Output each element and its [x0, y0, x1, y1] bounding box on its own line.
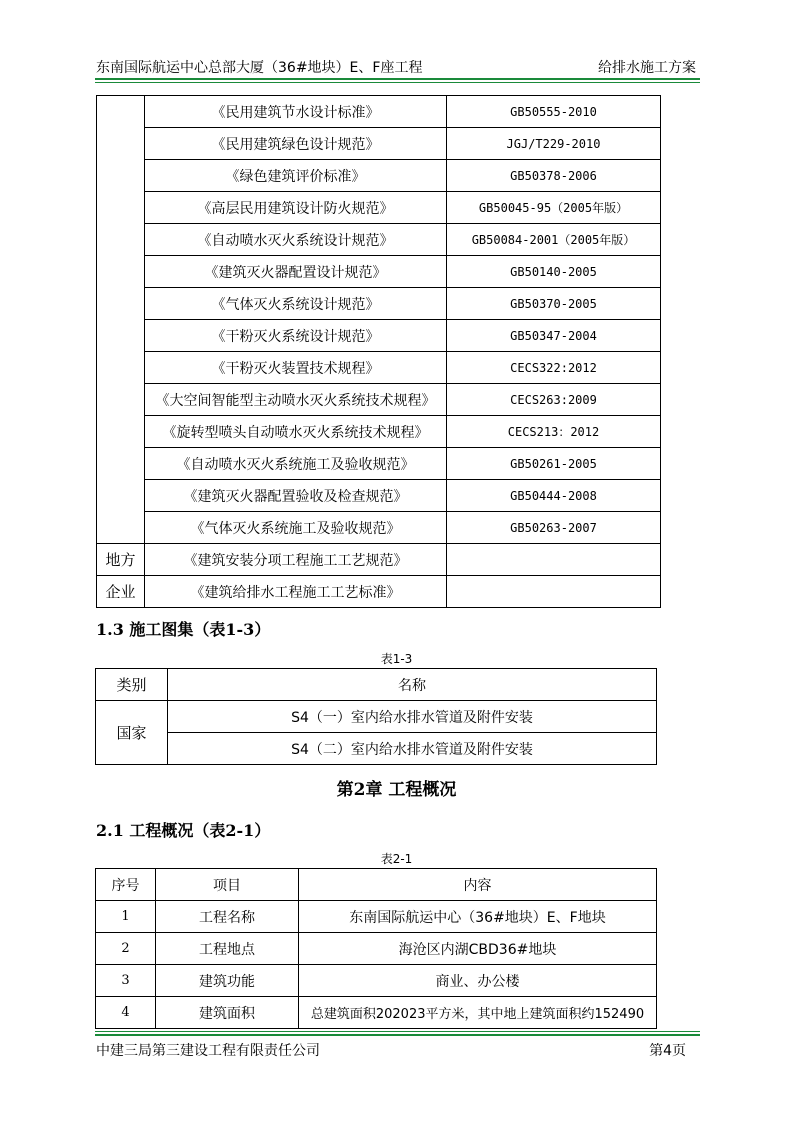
row-number: 2: [96, 933, 156, 965]
standard-name: 《高层民用建筑设计防火规范》: [145, 192, 447, 224]
standards-table: [96, 95, 661, 608]
table-row: [97, 224, 661, 256]
table-row: [97, 160, 661, 192]
category-cell: [97, 96, 145, 544]
row-number: 1: [96, 901, 156, 933]
table-row: [97, 448, 661, 480]
table-row: [96, 965, 657, 997]
table-row: [97, 320, 661, 352]
table-row: [96, 997, 657, 1029]
header-content: 内容: [299, 869, 657, 901]
standard-name: 《建筑灭火器配置验收及检查规范》: [145, 480, 447, 512]
row-content: 商业、办公楼: [299, 965, 657, 997]
header-document-title: 给排水施工方案: [598, 60, 696, 76]
standard-name: 《民用建筑绿色设计规范》: [145, 128, 447, 160]
table-row: [97, 256, 661, 288]
drawing-name: S4（一）室内给水排水管道及附件安装: [168, 701, 657, 733]
header-rule-thick: [95, 78, 700, 80]
table-header-row: [96, 669, 657, 701]
standard-code: CECS213：2012: [447, 416, 661, 448]
header-category: 类别: [96, 669, 168, 701]
standard-code: GB50140-2005: [447, 256, 661, 288]
standard-code: JGJ/T229-2010: [447, 128, 661, 160]
standard-name: 《自动喷水灭火系统设计规范》: [145, 224, 447, 256]
standard-name: 《自动喷水灭火系统施工及验收规范》: [145, 448, 447, 480]
header-item: 项目: [156, 869, 299, 901]
table-row: [97, 480, 661, 512]
category-cell: 国家: [96, 701, 168, 765]
header-no: 序号: [96, 869, 156, 901]
drawing-name: S4（二）室内给水排水管道及附件安装: [168, 733, 657, 765]
drawings-table: [95, 668, 657, 765]
standard-code: GB50370-2005: [447, 288, 661, 320]
standard-name: 《建筑灭火器配置设计规范》: [145, 256, 447, 288]
table-row: [97, 512, 661, 544]
row-item: 工程名称: [156, 901, 299, 933]
table-row: [97, 416, 661, 448]
standard-code: GB50555-2010: [447, 96, 661, 128]
section-heading-1-3: 1.3 施工图集（表1-3）: [96, 620, 271, 639]
chapter-title: 第2章 工程概况: [336, 780, 457, 800]
header-name: 名称: [168, 669, 657, 701]
project-overview-table: [95, 868, 657, 1029]
table-row: [97, 192, 661, 224]
table-caption-1-3: 表1-3: [380, 652, 413, 666]
standard-name: 《绿色建筑评价标准》: [145, 160, 447, 192]
standard-code: GB50084-2001（2005年版）: [447, 224, 661, 256]
table-row: [97, 128, 661, 160]
row-content: 东南国际航运中心（36#地块）E、F地块: [299, 901, 657, 933]
header-rule-thin: [95, 82, 700, 83]
standard-name: 《旋转型喷头自动喷水灭火系统技术规程》: [145, 416, 447, 448]
row-item: 建筑功能: [156, 965, 299, 997]
standard-name: 《干粉灭火系统设计规范》: [145, 320, 447, 352]
footer-rule-thick: [95, 1034, 700, 1036]
standard-code: [447, 544, 661, 576]
standard-code: GB50444-2008: [447, 480, 661, 512]
table-row: [97, 576, 661, 608]
standard-name: 《建筑给排水工程施工工艺标准》: [145, 576, 447, 608]
standard-name: 《建筑安装分项工程施工工艺规范》: [145, 544, 447, 576]
standard-code: GB50045-95（2005年版）: [447, 192, 661, 224]
table-row: [97, 352, 661, 384]
table-row: [96, 901, 657, 933]
standard-code: [447, 576, 661, 608]
row-item: 工程地点: [156, 933, 299, 965]
standard-code: CECS263:2009: [447, 384, 661, 416]
table-caption-2-1: 表2-1: [380, 852, 413, 866]
row-number: 4: [96, 997, 156, 1029]
standard-name: 《民用建筑节水设计标准》: [145, 96, 447, 128]
table-row: [96, 733, 657, 765]
standard-name: 《大空间智能型主动喷水灭火系统技术规程》: [145, 384, 447, 416]
standard-code: CECS322:2012: [447, 352, 661, 384]
category-cell: 企业: [97, 576, 145, 608]
table-row: [97, 96, 661, 128]
row-content: 总建筑面积202023平方米，其中地上建筑面积约152490: [299, 997, 657, 1029]
standard-name: 《气体灭火系统设计规范》: [145, 288, 447, 320]
section-heading-2-1: 2.1 工程概况（表2-1）: [96, 821, 271, 840]
header-project-title: 东南国际航运中心总部大厦（36#地块）E、F座工程: [96, 60, 423, 76]
row-number: 3: [96, 965, 156, 997]
footer-rule-thin: [95, 1031, 700, 1032]
table-row: [97, 384, 661, 416]
table-row: [97, 288, 661, 320]
table-row: [96, 933, 657, 965]
standard-code: GB50263-2007: [447, 512, 661, 544]
standard-code: GB50378-2006: [447, 160, 661, 192]
row-content: 海沧区内湖CBD36#地块: [299, 933, 657, 965]
table-row: [96, 701, 657, 733]
standard-name: 《干粉灭火装置技术规程》: [145, 352, 447, 384]
row-item: 建筑面积: [156, 997, 299, 1029]
table-row: [97, 544, 661, 576]
standard-name: 《气体灭火系统施工及验收规范》: [145, 512, 447, 544]
standard-code: GB50261-2005: [447, 448, 661, 480]
footer-company: 中建三局第三建设工程有限责任公司: [96, 1043, 320, 1059]
table-header-row: [96, 869, 657, 901]
category-cell: 地方: [97, 544, 145, 576]
page-number: 第4页: [649, 1043, 686, 1059]
standard-code: GB50347-2004: [447, 320, 661, 352]
